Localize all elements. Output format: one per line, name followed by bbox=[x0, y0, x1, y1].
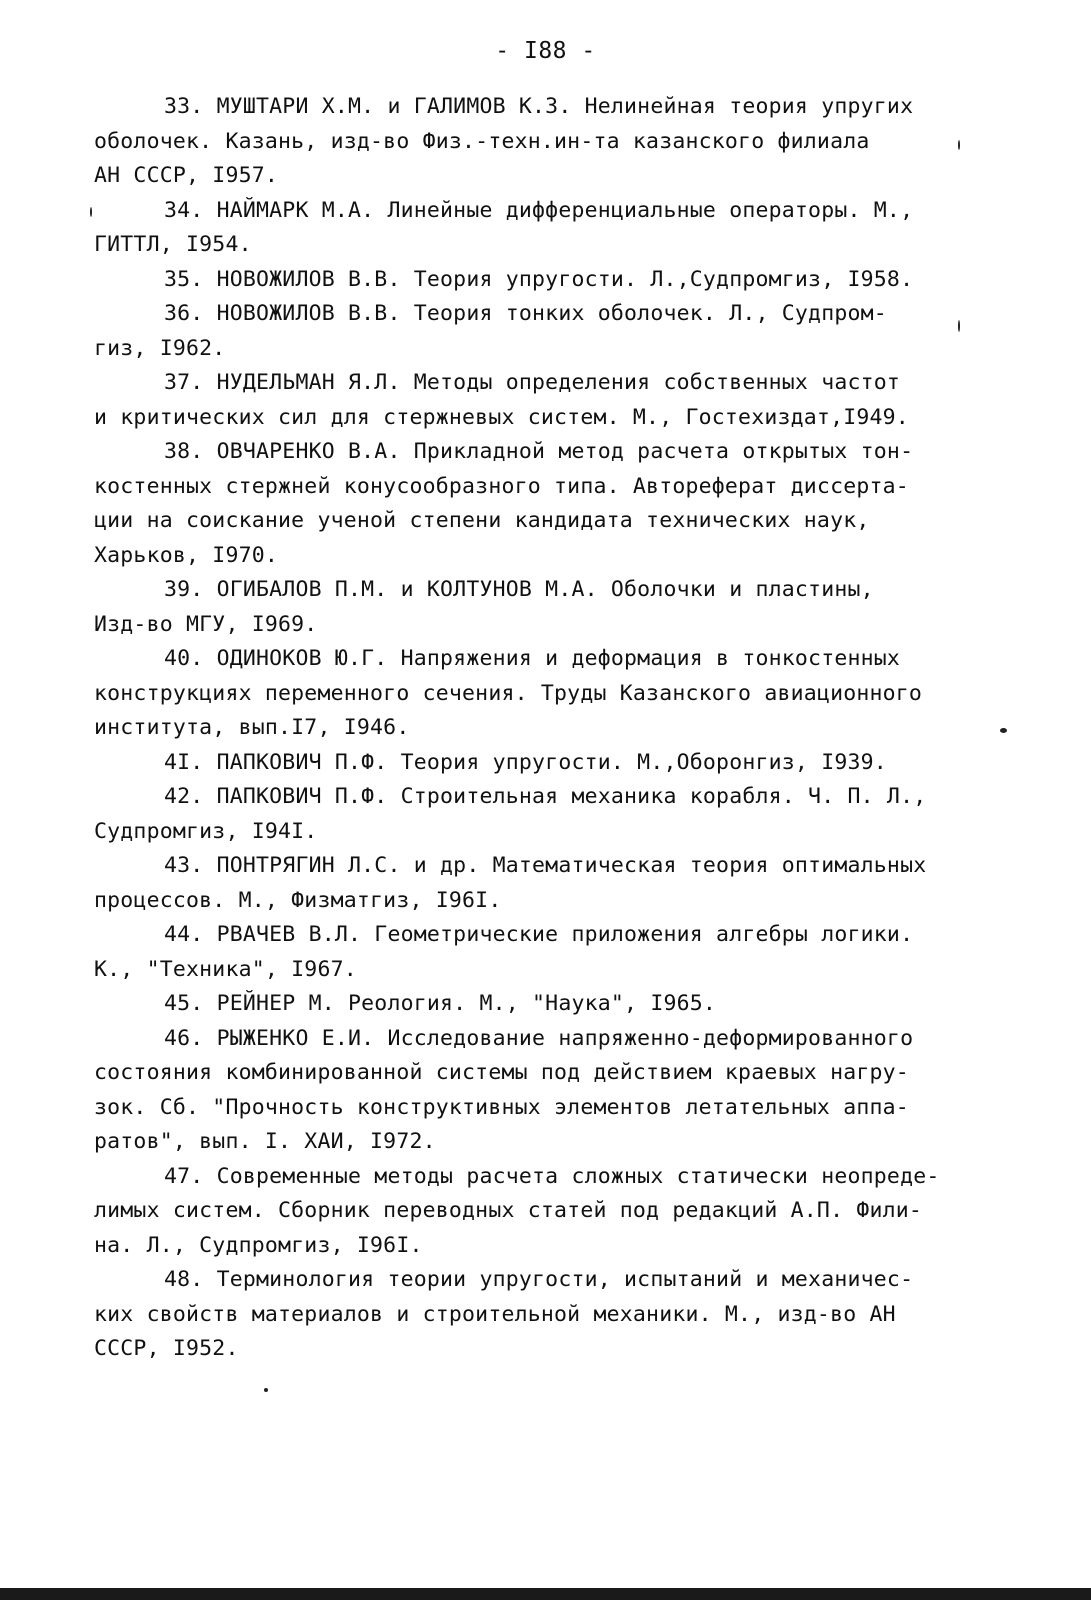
bibliography-entry bbox=[94, 642, 994, 746]
entry-line: 38. ОВЧАРЕНКО В.А. Прикладной метод расчета открытых тон- bbox=[164, 439, 914, 464]
bibliography-entry bbox=[94, 90, 994, 194]
entry-line: 39. ОГИБАЛОВ П.М. и КОЛТУНОВ М.А. Оболочки и пластины, bbox=[164, 577, 874, 602]
entry-line: 33. МУШТАРИ Х.М. и ГАЛИМОВ К.З. Нелинейная теория упругих bbox=[164, 94, 914, 119]
entry-line: 35. НОВОЖИЛОВ В.В. Теория упругости. Л.,Судпромгиз, I958. bbox=[164, 266, 914, 292]
entry-line: Изд-во МГУ, I969. bbox=[94, 611, 318, 637]
scan-edge bbox=[0, 1588, 1091, 1600]
entry-line: 34. НАЙМАРК М.А. Линейные дифференциальные операторы. М., bbox=[164, 197, 914, 223]
entry-line: 46. РЫЖЕНКО Е.И. Исследование напряженно-деформированного bbox=[164, 1025, 914, 1051]
scan-speck bbox=[958, 320, 960, 332]
entry-line: 4I. ПАПКОВИЧ П.Ф. Теория упругости. М.,Оборонгиз, I939. bbox=[164, 749, 887, 775]
entry-line: СССР, I952. bbox=[94, 1336, 239, 1361]
page-number: - I88 - bbox=[495, 38, 596, 64]
entry-line: 47. Современные методы расчета сложных статически неопреде- bbox=[164, 1163, 940, 1189]
entry-line: конструкциях переменного сечения. Труды Казанского авиационного bbox=[94, 680, 923, 706]
entry-line: 45. РЕЙНЕР М. Реология. М., "Наука", I965. bbox=[164, 991, 717, 1016]
entry-line: 40. ОДИНОКОВ Ю.Г. Напряжения и деформация в тонкостенных bbox=[164, 646, 901, 671]
entry-line: К., "Техника", I967. bbox=[94, 956, 357, 982]
entry-line: 48. Терминология теории упругости, испытаний и механичес- bbox=[164, 1267, 914, 1292]
entry-line: на. Л., Судпромгиз, I96I. bbox=[94, 1232, 423, 1258]
entry-line: ратов", вып. I. ХАИ, I972. bbox=[94, 1129, 436, 1154]
entry-line: 37. НУДЕЛЬМАН Я.Л. Методы определения собственных частот bbox=[164, 370, 901, 395]
entry-line: 44. РВАЧЕВ В.Л. Геометрические приложения алгебры логики. bbox=[164, 922, 914, 947]
bibliography-entry bbox=[94, 780, 994, 849]
entry-line: и критических сил для стержневых систем. М., Гостехиздат,I949. bbox=[94, 404, 909, 430]
bibliography-entry bbox=[94, 987, 994, 1022]
entry-line: гиз, I962. bbox=[94, 335, 226, 361]
bibliography-entry bbox=[94, 746, 994, 781]
entry-line: состояния комбинированной системы под действием краевых нагру- bbox=[94, 1060, 909, 1085]
entry-line: Судпромгиз, I94I. bbox=[94, 818, 318, 844]
bibliography-entry bbox=[94, 263, 994, 298]
entry-line: института, вып.I7, I946. bbox=[94, 715, 410, 740]
bibliography-entry bbox=[94, 297, 994, 366]
entry-line: АН СССР, I957. bbox=[94, 163, 279, 188]
entry-line: оболочек. Казань, изд-во Физ.-техн.ин-та казанского филиала bbox=[94, 128, 870, 154]
entry-line: ких свойств материалов и строительной механики. М., изд-во АН bbox=[94, 1301, 896, 1327]
entry-line: ГИТТЛ, I954. bbox=[94, 232, 252, 257]
bibliography-entry bbox=[94, 918, 994, 987]
scan-speck bbox=[90, 207, 92, 217]
bibliography-entry bbox=[94, 1263, 994, 1367]
entry-line: костенных стержней конусообразного типа. Автореферат диссерта- bbox=[94, 473, 909, 499]
bibliography-entry bbox=[94, 435, 994, 573]
scan-speck bbox=[1000, 728, 1007, 733]
entry-line: Харьков, I970. bbox=[94, 542, 279, 568]
bibliography-entry bbox=[94, 1022, 994, 1160]
scan-speck bbox=[958, 140, 960, 150]
bibliography-entry bbox=[94, 366, 994, 435]
entry-line: 36. НОВОЖИЛОВ В.В. Теория тонких оболочек. Л., Судпром- bbox=[164, 301, 887, 326]
bibliography-entry bbox=[94, 573, 994, 642]
bibliography-entry bbox=[94, 849, 994, 918]
bibliography-entry bbox=[94, 1160, 994, 1264]
entry-line: 42. ПАПКОВИЧ П.Ф. Строительная механика корабля. Ч. П. Л., bbox=[164, 784, 927, 809]
bibliography-entry bbox=[94, 194, 994, 263]
bibliography-list bbox=[94, 90, 994, 1367]
entry-line: процессов. М., Физматгиз, I96I. bbox=[94, 887, 502, 913]
entry-line: лимых систем. Сборник переводных статей под редакций А.П. Фили- bbox=[94, 1198, 923, 1223]
scan-speck bbox=[264, 1388, 268, 1392]
entry-line: ции на соискание ученой степени кандидата технических наук, bbox=[94, 508, 870, 533]
entry-line: зок. Сб. "Прочность конструктивных элементов летательных аппа- bbox=[94, 1094, 909, 1120]
entry-line: 43. ПОНТРЯГИН Л.С. и др. Математическая теория оптимальных bbox=[164, 853, 927, 878]
